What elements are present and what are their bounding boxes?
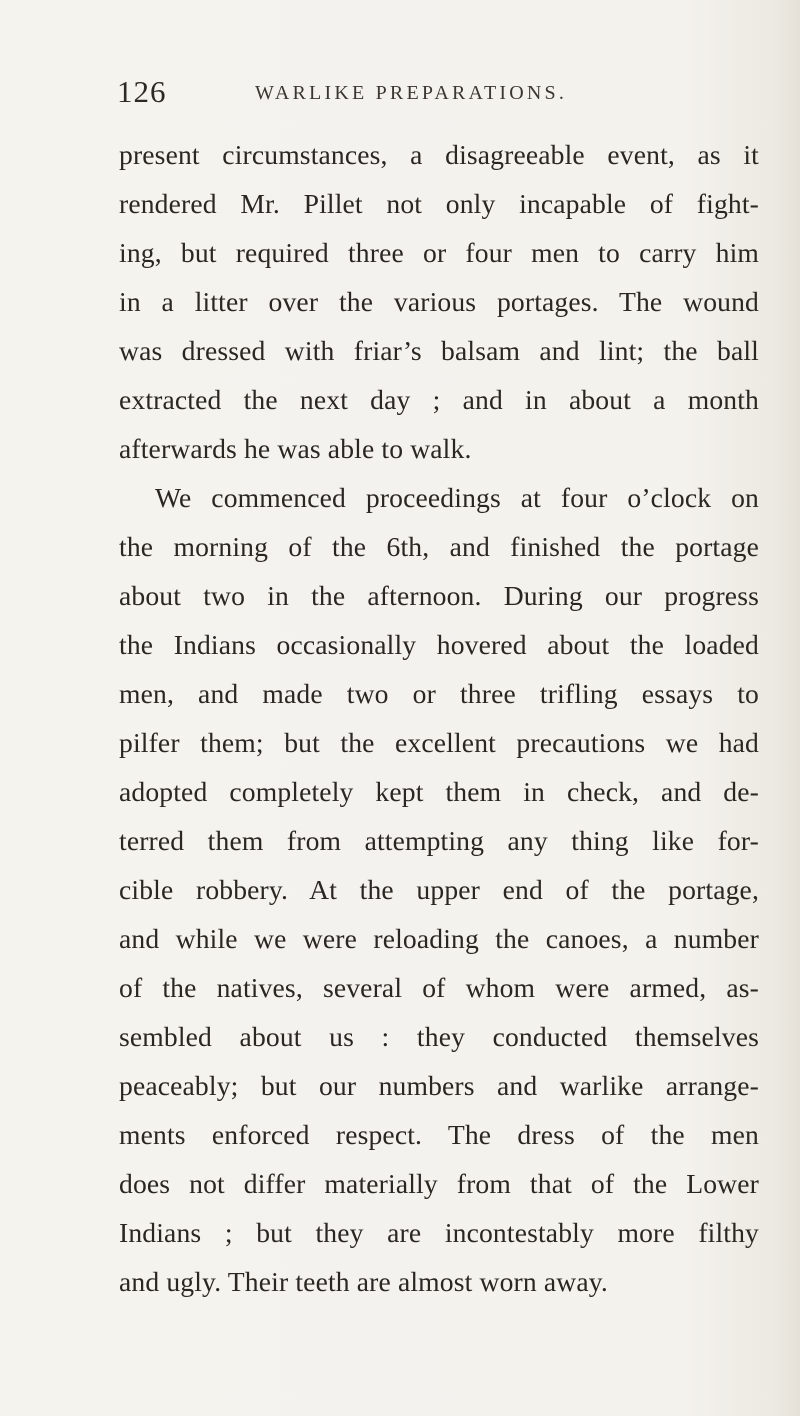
text-line: in a litter over the various portages. The wound — [119, 286, 759, 317]
text-line: the morning of the 6th, and finished the portage — [119, 531, 759, 562]
text-line: Indians ; but they are incontestably more filthy — [119, 1217, 759, 1248]
text-line: of the natives, several of whom were armed, as- — [119, 972, 759, 1003]
text-line-paragraph-end: afterwards he was able to walk. — [119, 433, 472, 464]
text-line: adopted completely kept them in check, and de- — [119, 776, 759, 807]
text-line: men, and made two or three trifling essays to — [119, 678, 759, 709]
text-line-paragraph-end: and ugly. Their teeth are almost worn away. — [119, 1266, 608, 1297]
text-line: extracted the next day ; and in about a month — [119, 384, 759, 415]
page-number: 126 — [117, 74, 167, 109]
text-line: cible robbery. At the upper end of the portage, — [119, 874, 759, 905]
running-head — [117, 74, 757, 114]
text-line: peaceably; but our numbers and warlike arrange- — [119, 1070, 759, 1101]
text-line: rendered Mr. Pillet not only incapable of fight- — [119, 188, 759, 219]
text-line: the Indians occasionally hovered about the loaded — [119, 629, 759, 660]
text-line: was dressed with friar’s balsam and lint; the ball — [119, 335, 759, 366]
text-line: ments enforced respect. The dress of the men — [119, 1119, 759, 1150]
body-text — [119, 130, 759, 1306]
text-line: present circumstances, a disagreeable event, as it — [119, 139, 759, 170]
text-line: pilfer them; but the excellent precautions we had — [119, 727, 759, 758]
running-title: WARLIKE PREPARATIONS. — [255, 82, 568, 104]
text-line: and while we were reloading the canoes, a number — [119, 923, 759, 954]
text-line: sembled about us : they conducted themselves — [119, 1021, 759, 1052]
text-line: ing, but required three or four men to carry him — [119, 237, 759, 268]
text-line: does not differ materially from that of the Lower — [119, 1168, 759, 1199]
text-line-paragraph-start: We commenced proceedings at four o’clock on — [155, 482, 759, 513]
text-line: about two in the afternoon. During our progress — [119, 580, 759, 611]
text-line: terred them from attempting any thing like for- — [119, 825, 759, 856]
